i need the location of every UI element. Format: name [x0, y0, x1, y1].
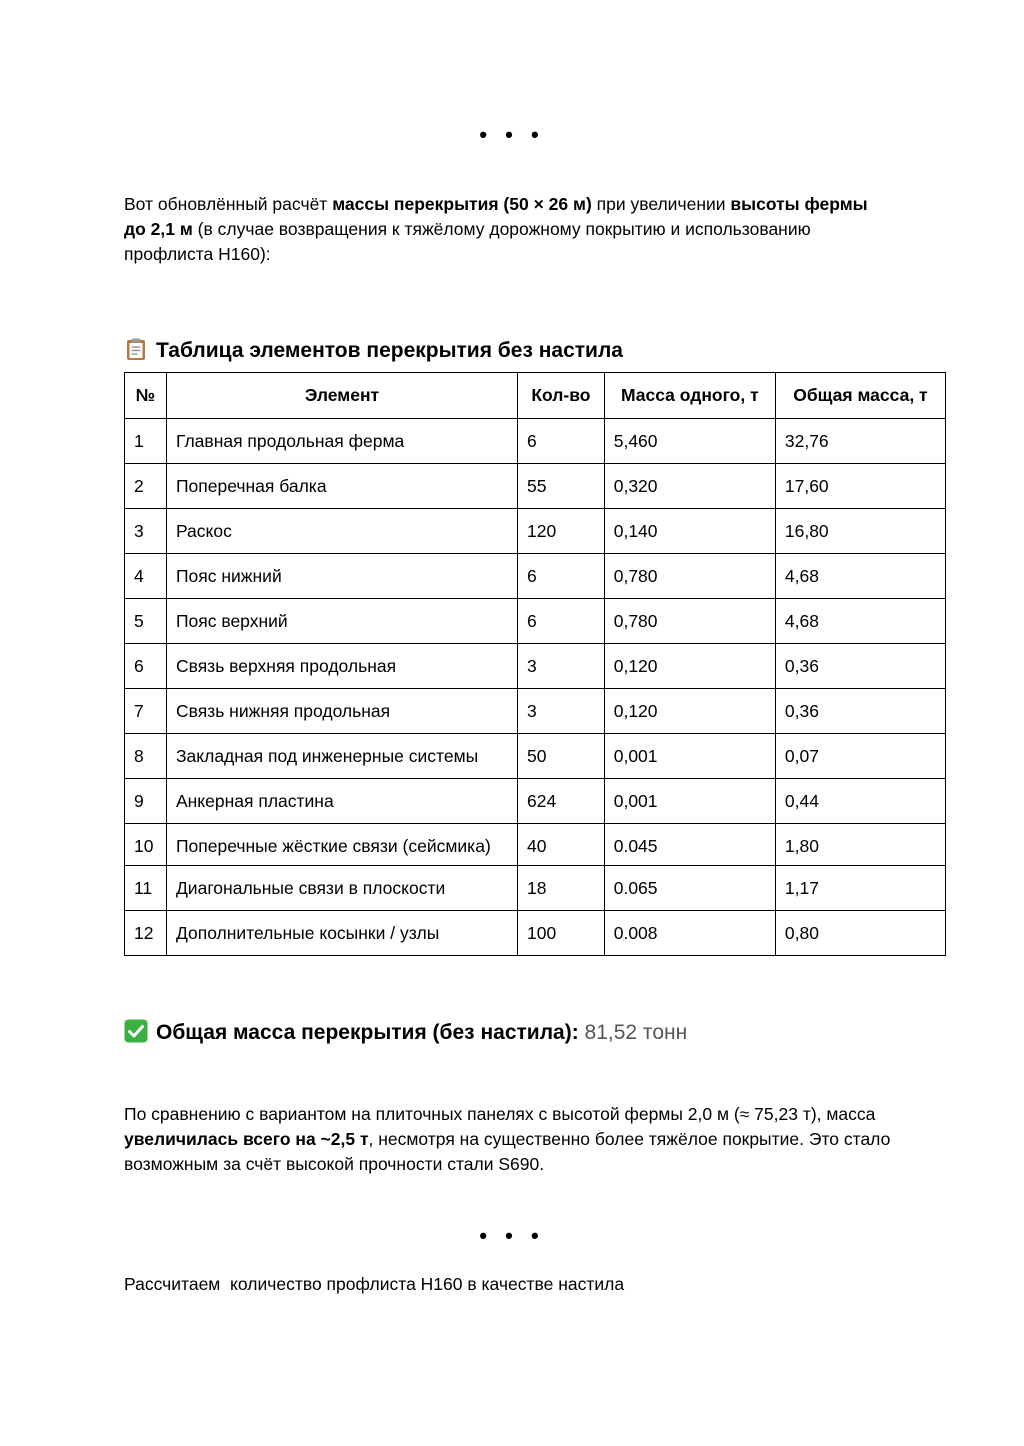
elements-table — [124, 372, 946, 956]
cell-unit-mass: 0,001 — [604, 734, 775, 779]
cell-total-mass: 4,68 — [775, 554, 945, 599]
cell-quantity: 50 — [518, 734, 605, 779]
cell-number: 7 — [125, 689, 167, 734]
cell-number: 8 — [125, 734, 167, 779]
table-row — [125, 734, 946, 779]
cell-unit-mass: 0,140 — [604, 509, 775, 554]
table-row — [125, 509, 946, 554]
cell-unit-mass: 0.008 — [604, 911, 775, 956]
cell-element: Пояс верхний — [166, 599, 517, 644]
header-number: № — [125, 373, 167, 419]
cell-total-mass: 4,68 — [775, 599, 945, 644]
table-row — [125, 464, 946, 509]
cell-unit-mass: 0.045 — [604, 824, 775, 866]
cell-element: Раскос — [166, 509, 517, 554]
table-row — [125, 554, 946, 599]
table-heading-text: Таблица элементов перекрытия без настила — [156, 339, 623, 362]
cell-quantity: 6 — [518, 554, 605, 599]
table-header-row — [125, 373, 946, 419]
clipboard-icon — [124, 337, 148, 361]
cell-number: 9 — [125, 779, 167, 824]
cell-element: Поперечные жёсткие связи (сейсмика) — [166, 824, 517, 866]
intro-text-2: при увеличении — [591, 194, 731, 214]
cell-element: Поперечная балка — [166, 464, 517, 509]
cell-total-mass: 0,44 — [775, 779, 945, 824]
cell-number: 3 — [125, 509, 167, 554]
table-row — [125, 911, 946, 956]
comparison-paragraph — [124, 1102, 894, 1177]
header-element: Элемент — [166, 373, 517, 419]
intro-text-1: Вот обновлённый расчёт — [124, 194, 333, 214]
cell-unit-mass: 0,780 — [604, 554, 775, 599]
cell-number: 11 — [125, 866, 167, 911]
cell-quantity: 100 — [518, 911, 605, 956]
separator-bottom: • • • — [479, 1223, 545, 1248]
cell-unit-mass: 0,120 — [604, 689, 775, 734]
cell-total-mass: 1,17 — [775, 866, 945, 911]
cell-number: 5 — [125, 599, 167, 644]
cell-total-mass: 1,80 — [775, 824, 945, 866]
cell-quantity: 6 — [518, 419, 605, 464]
cell-total-mass: 0,07 — [775, 734, 945, 779]
cell-total-mass: 32,76 — [775, 419, 945, 464]
cell-number: 1 — [125, 419, 167, 464]
check-mark-icon — [124, 1019, 148, 1043]
cell-total-mass: 17,60 — [775, 464, 945, 509]
cell-quantity: 624 — [518, 779, 605, 824]
cell-quantity: 40 — [518, 824, 605, 866]
intro-bold-2: высоты фермы до 2,1 м — [124, 194, 868, 239]
table-row — [125, 824, 946, 866]
intro-bold-1: массы перекрытия (50 × 26 м) — [332, 194, 592, 214]
comparison-bold-1: увеличилась всего на ~2,5 т — [124, 1129, 369, 1149]
cell-number: 4 — [125, 554, 167, 599]
cell-number: 2 — [125, 464, 167, 509]
cell-element: Связь нижняя продольная — [166, 689, 517, 734]
total-value: 81,52 тонн — [584, 1021, 688, 1044]
cell-total-mass: 16,80 — [775, 509, 945, 554]
closing-paragraph: Рассчитаем количество профлиста Н160 в качестве настила — [124, 1274, 625, 1294]
cell-element: Главная продольная ферма — [166, 419, 517, 464]
cell-total-mass: 0,36 — [775, 644, 945, 689]
cell-unit-mass: 0,001 — [604, 779, 775, 824]
total-mass-line — [124, 1019, 687, 1047]
header-unit-mass: Масса одного, т — [604, 373, 775, 419]
table-row — [125, 644, 946, 689]
cell-quantity: 55 — [518, 464, 605, 509]
cell-element: Закладная под инженерные системы — [166, 734, 517, 779]
intro-paragraph — [124, 192, 894, 267]
cell-total-mass: 0,36 — [775, 689, 945, 734]
cell-number: 12 — [125, 911, 167, 956]
cell-quantity: 6 — [518, 599, 605, 644]
separator-top: • • • — [479, 122, 545, 147]
cell-quantity: 18 — [518, 866, 605, 911]
cell-number: 10 — [125, 824, 167, 866]
cell-unit-mass: 0.065 — [604, 866, 775, 911]
table-row — [125, 689, 946, 734]
cell-element: Пояс нижний — [166, 554, 517, 599]
header-total-mass: Общая масса, т — [775, 373, 945, 419]
table-row — [125, 779, 946, 824]
cell-unit-mass: 5,460 — [604, 419, 775, 464]
cell-element: Диагональные связи в плоскости — [166, 866, 517, 911]
cell-unit-mass: 0,320 — [604, 464, 775, 509]
table-row — [125, 419, 946, 464]
cell-number: 6 — [125, 644, 167, 689]
cell-quantity: 3 — [518, 644, 605, 689]
cell-quantity: 3 — [518, 689, 605, 734]
cell-unit-mass: 0,120 — [604, 644, 775, 689]
table-row — [125, 866, 946, 911]
cell-quantity: 120 — [518, 509, 605, 554]
cell-element: Дополнительные косынки / узлы — [166, 911, 517, 956]
comparison-text-1: По сравнению с вариантом на плиточных панелях с высотой фермы 2,0 м (≈ 75,23 т), масса — [124, 1104, 876, 1124]
total-label: Общая масса перекрытия (без настила): — [156, 1021, 579, 1044]
table-row — [125, 599, 946, 644]
intro-text-3: (в случае возвращения к тяжёлому дорожному покрытию и использованию профлиста Н160): — [124, 219, 811, 264]
table-heading — [124, 337, 623, 365]
header-quantity: Кол-во — [518, 373, 605, 419]
comparison-text-2: , несмотря на существенно более тяжёлое покрытие. Это стало возможным за счёт высокой прочности стали S690. — [124, 1129, 891, 1174]
cell-unit-mass: 0,780 — [604, 599, 775, 644]
cell-total-mass: 0,80 — [775, 911, 945, 956]
cell-element: Анкерная пластина — [166, 779, 517, 824]
cell-element: Связь верхняя продольная — [166, 644, 517, 689]
